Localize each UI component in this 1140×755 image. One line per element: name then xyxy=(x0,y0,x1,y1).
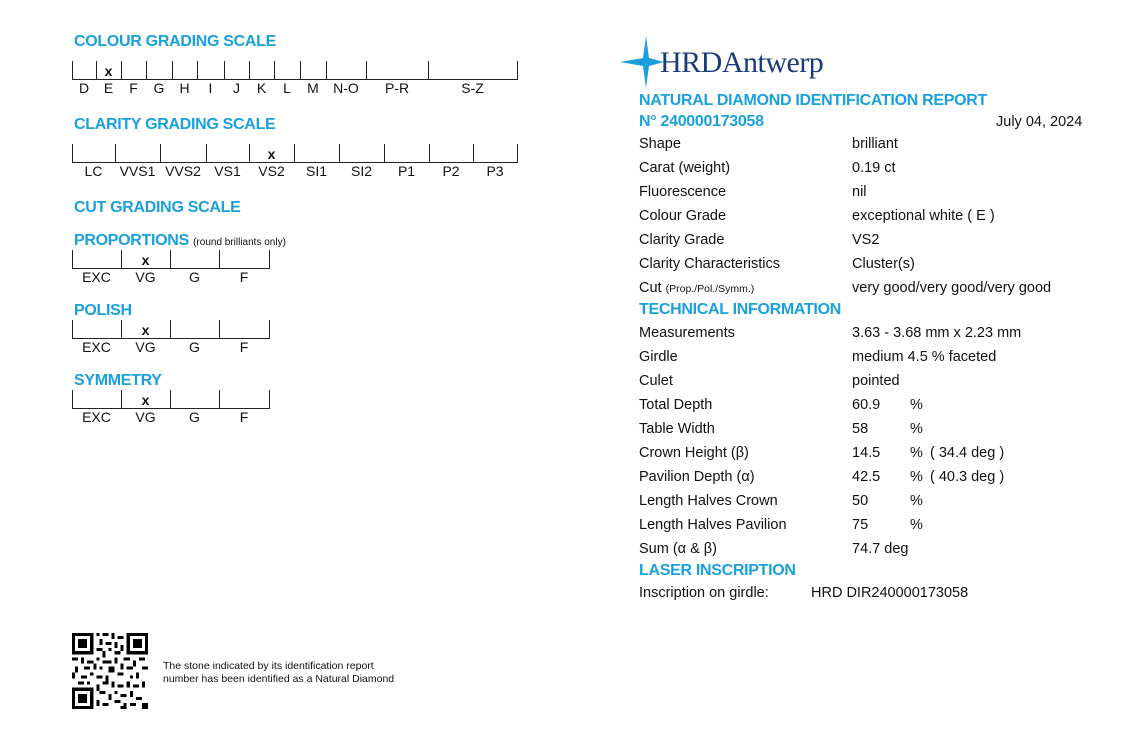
clarity-scale-tick xyxy=(429,144,430,162)
proportions-note: (round brilliants only) xyxy=(193,237,286,248)
clarity-grade-label: LC xyxy=(84,163,103,179)
symmetry-scale-tick xyxy=(72,390,73,408)
colour-scale-tick xyxy=(428,61,429,79)
clarity-scale-tick xyxy=(294,144,295,162)
colour-grade-label: L xyxy=(283,80,291,96)
tech-value-measurements: 3.63 - 3.68 mm x 2.23 mm xyxy=(852,325,1022,341)
colour-scale-title: COLOUR GRADING SCALE xyxy=(74,33,277,50)
symmetry-scale-tick xyxy=(170,390,171,408)
tech-label-length-halves-crown: Length Halves Crown xyxy=(639,493,778,509)
tech-value-length-halves-crown: 50 xyxy=(852,493,869,509)
field-value-shape: brilliant xyxy=(852,136,898,152)
clarity-grade-label: SI1 xyxy=(305,163,327,179)
report-title: NATURAL DIAMOND IDENTIFICATION REPORT xyxy=(639,92,987,109)
tech-label-pavilion-depth: Pavilion Depth (α) xyxy=(639,469,755,485)
colour-scale-tick xyxy=(172,61,173,79)
qr-code xyxy=(72,633,148,709)
colour-grade-label: I xyxy=(208,80,213,96)
polish-scale-tick xyxy=(219,320,220,338)
tech-label-culet: Culet xyxy=(639,373,673,389)
proportions-grade-label: F xyxy=(239,269,249,285)
field-label-carat: Carat (weight) xyxy=(639,160,731,176)
tech-unit-crown-height: % xyxy=(910,445,923,461)
colour-grade-label: G xyxy=(153,80,165,96)
field-value-cut: very good/very good/very good xyxy=(852,280,1052,296)
tech-unit-total-depth: % xyxy=(910,397,923,413)
qr-code-icon xyxy=(72,633,148,709)
polish-grade-mark: x xyxy=(141,322,150,338)
polish-grade-label: EXC xyxy=(82,339,111,355)
clarity-scale-title: CLARITY GRADING SCALE xyxy=(74,116,276,133)
field-label-clarity-characteristics: Clarity Characteristics xyxy=(639,256,780,272)
tech-value-sum-angles: 74.7 deg xyxy=(852,541,909,557)
laser-value: HRD DIR240000173058 xyxy=(811,585,969,601)
colour-scale-tick xyxy=(274,61,275,79)
tech-value-girdle: medium 4.5 % faceted xyxy=(852,349,997,365)
colour-grade-label: S-Z xyxy=(461,80,484,96)
clarity-grade-label: SI2 xyxy=(350,163,372,179)
polish-scale-tick xyxy=(170,320,171,338)
colour-grade-label: E xyxy=(103,80,114,96)
field-label-shape: Shape xyxy=(639,136,681,152)
field-label-cut xyxy=(639,280,754,296)
symmetry-grade-mark: x xyxy=(141,392,150,408)
tech-unit-length-halves-pavilion: % xyxy=(910,517,923,533)
clarity-grade-label: VS2 xyxy=(258,163,285,179)
clarity-grade-label: VVS2 xyxy=(165,163,201,179)
tech-extra-pavilion-depth: ( 40.3 deg ) xyxy=(930,469,1005,485)
report-number: N° 240000173058 xyxy=(639,113,764,130)
field-value-carat: 0.19 ct xyxy=(852,160,896,176)
colour-scale-tick xyxy=(224,61,225,79)
tech-extra-crown-height: ( 34.4 deg ) xyxy=(930,445,1005,461)
field-value-colour-grade: exceptional white ( E ) xyxy=(852,208,995,224)
polish-scale-tick xyxy=(269,320,270,338)
tech-unit-table-width: % xyxy=(910,421,923,437)
clarity-scale-tick xyxy=(115,144,116,162)
tech-label-table-width: Table Width xyxy=(639,421,715,437)
field-label-cut-text: Cut xyxy=(639,280,662,296)
clarity-grade-label: P1 xyxy=(397,163,416,179)
field-value-clarity-characteristics: Cluster(s) xyxy=(852,256,915,272)
clarity-scale-tick xyxy=(206,144,207,162)
laser-label: Inscription on girdle: xyxy=(639,585,769,601)
field-label-cut-note: (Prop./Pol./Symm.) xyxy=(665,283,755,295)
tech-value-pavilion-depth: 42.5 xyxy=(852,469,881,485)
proportions-grade-label: VG xyxy=(135,269,156,285)
clarity-grade-label: P2 xyxy=(442,163,460,179)
colour-scale-tick xyxy=(197,61,198,79)
clarity-scale-tick xyxy=(339,144,340,162)
polish-grade-label: VG xyxy=(135,339,156,355)
proportions-scale-tick xyxy=(170,250,171,268)
colour-grade-label: M xyxy=(307,80,319,96)
symmetry-title: SYMMETRY xyxy=(74,372,162,389)
colour-grade-label: J xyxy=(233,80,240,96)
polish-title: POLISH xyxy=(74,302,132,319)
tech-label-sum-angles: Sum (α & β) xyxy=(639,541,717,557)
report-date: July 04, 2024 xyxy=(996,114,1083,130)
colour-grade-label: K xyxy=(256,80,267,96)
polish-scale-tick xyxy=(72,320,73,338)
polish-grade-label: G xyxy=(189,339,200,355)
star-icon xyxy=(620,34,664,90)
proportions-scale-tick xyxy=(72,250,73,268)
clarity-scale-tick xyxy=(473,144,474,162)
field-label-fluorescence: Fluorescence xyxy=(639,184,727,200)
symmetry-grade-label: F xyxy=(239,409,249,425)
colour-grade-label: P-R xyxy=(384,80,410,96)
proportions-grade-label: G xyxy=(189,269,200,285)
proportions-scale-tick xyxy=(269,250,270,268)
colour-scale-tick xyxy=(366,61,367,79)
colour-grade-label: D xyxy=(78,80,90,96)
clarity-grade-label: VS1 xyxy=(214,163,241,179)
colour-scale-tick xyxy=(249,61,250,79)
polish-grade-label: F xyxy=(239,339,249,355)
symmetry-grade-label: G xyxy=(189,409,200,425)
colour-scale-tick xyxy=(121,61,122,79)
field-label-colour-grade: Colour Grade xyxy=(639,208,727,224)
identification-footnote: The stone indicated by its identification report number has been identified as a Natural Diamond xyxy=(163,660,395,685)
colour-scale-tick xyxy=(300,61,301,79)
symmetry-scale-tick xyxy=(219,390,220,408)
tech-label-total-depth: Total Depth xyxy=(639,397,713,413)
tech-label-crown-height: Crown Height (β) xyxy=(639,445,749,461)
colour-grade-label: N-O xyxy=(333,80,359,96)
proportions-grade-mark: x xyxy=(141,252,150,268)
colour-grade-label: H xyxy=(179,80,190,96)
logo-text: HRDAntwerp xyxy=(660,46,824,79)
clarity-scale-tick xyxy=(384,144,385,162)
tech-unit-length-halves-crown: % xyxy=(910,493,923,509)
tech-value-table-width: 58 xyxy=(852,421,869,437)
tech-unit-pavilion-depth: % xyxy=(910,469,923,485)
proportions-title-text: PROPORTIONS xyxy=(74,232,189,249)
proportions-grade-label: EXC xyxy=(82,269,111,285)
laser-title: LASER INSCRIPTION xyxy=(639,562,796,579)
clarity-scale-tick xyxy=(72,144,73,162)
colour-scale-tick xyxy=(326,61,327,79)
field-value-clarity-grade: VS2 xyxy=(852,232,880,248)
colour-scale-tick xyxy=(72,61,73,79)
technical-title: TECHNICAL INFORMATION xyxy=(639,301,841,318)
colour-grade-label: F xyxy=(129,80,138,96)
proportions-scale-tick xyxy=(219,250,220,268)
field-value-fluorescence: nil xyxy=(852,184,867,200)
colour-grade-mark: x xyxy=(104,63,113,79)
symmetry-grade-label: EXC xyxy=(82,409,111,425)
clarity-scale-tick xyxy=(517,144,518,162)
tech-label-length-halves-pavilion: Length Halves Pavilion xyxy=(639,517,787,533)
clarity-grade-label: VVS1 xyxy=(119,163,156,179)
clarity-grade-label: P3 xyxy=(486,163,504,179)
proportions-title xyxy=(74,232,286,250)
clarity-scale-tick xyxy=(160,144,161,162)
symmetry-scale-tick xyxy=(269,390,270,408)
hrd-antwerp-logo xyxy=(620,34,850,90)
cut-scale-title: CUT GRADING SCALE xyxy=(74,199,241,216)
colour-scale-tick xyxy=(146,61,147,79)
clarity-grade-mark: x xyxy=(267,146,276,162)
symmetry-grade-label: VG xyxy=(135,409,156,425)
colour-scale-tick xyxy=(517,61,518,79)
tech-value-total-depth: 60.9 xyxy=(852,397,881,413)
tech-value-culet: pointed xyxy=(852,373,900,389)
tech-value-length-halves-pavilion: 75 xyxy=(852,517,869,533)
tech-value-crown-height: 14.5 xyxy=(852,445,881,461)
tech-label-measurements: Measurements xyxy=(639,325,735,341)
field-label-clarity-grade: Clarity Grade xyxy=(639,232,725,248)
tech-label-girdle: Girdle xyxy=(639,349,678,365)
